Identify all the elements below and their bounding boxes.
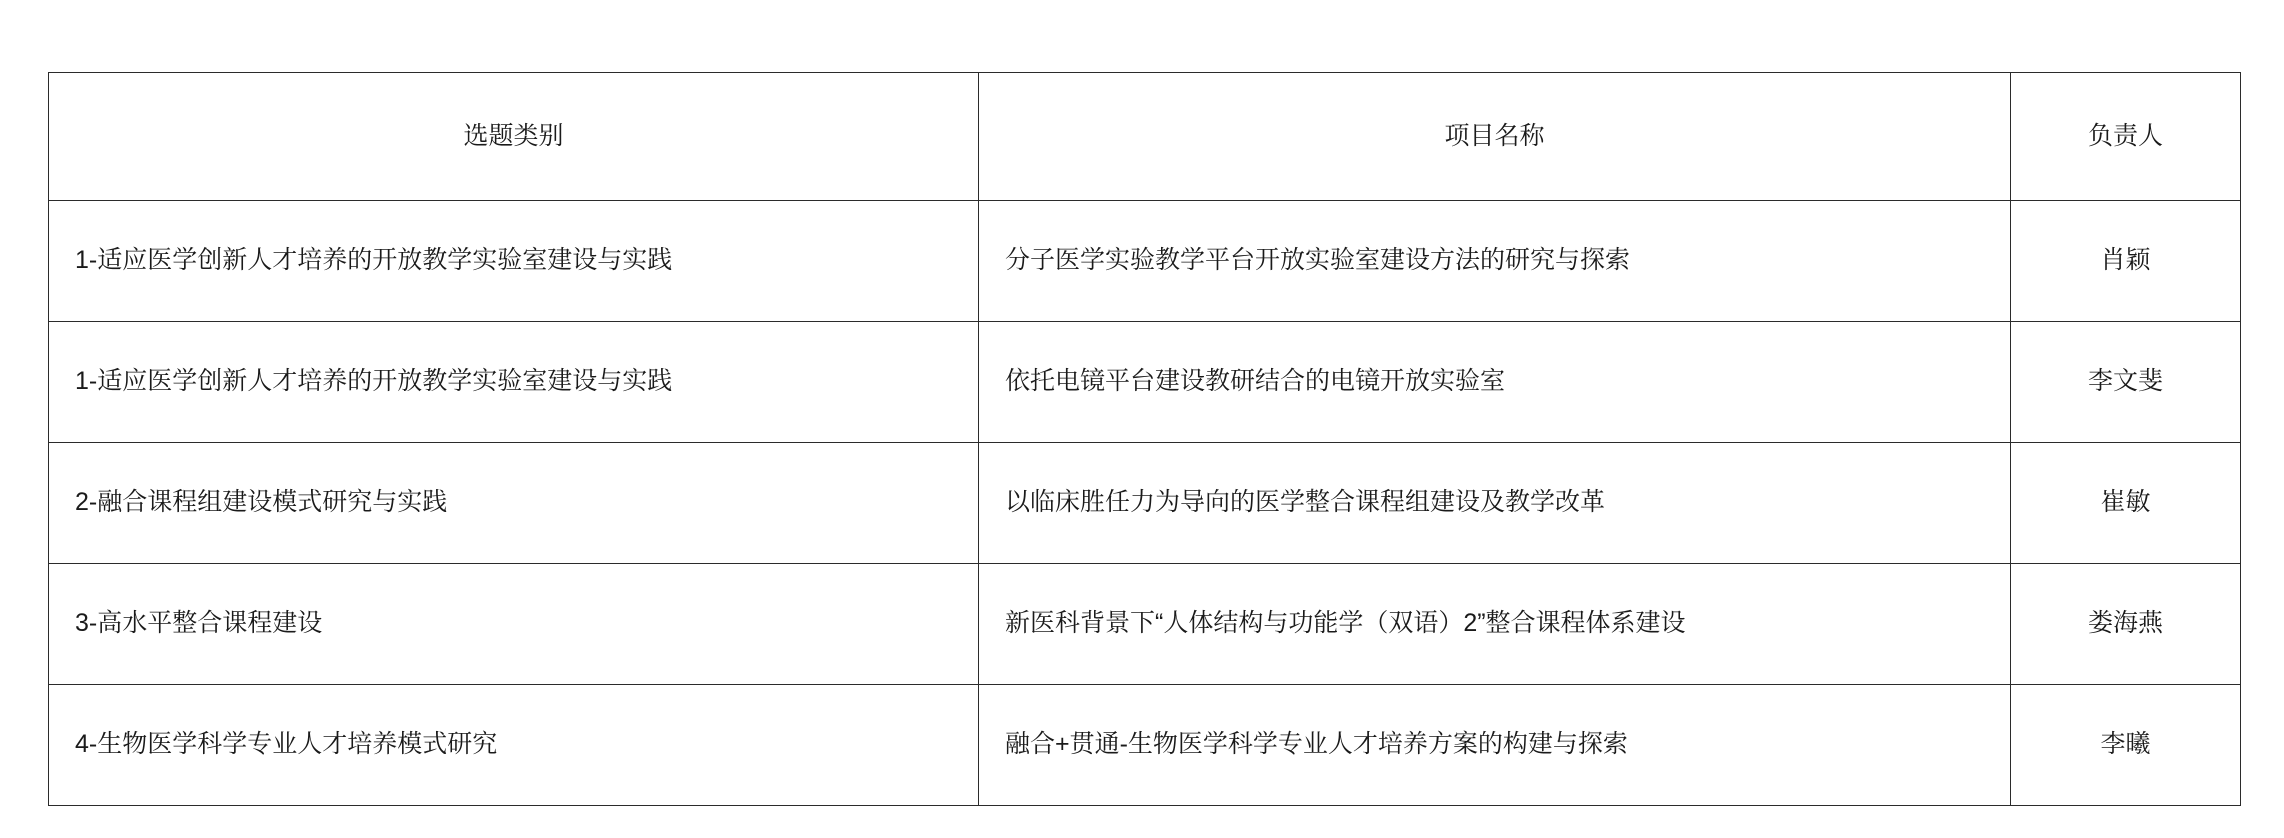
cell-category: 2-融合课程组建设模式研究与实践 xyxy=(49,443,979,564)
cell-category: 3-高水平整合课程建设 xyxy=(49,564,979,685)
column-header-category: 选题类别 xyxy=(49,73,979,201)
cell-leader: 李文斐 xyxy=(2011,322,2241,443)
cell-project: 依托电镜平台建设教研结合的电镜开放实验室 xyxy=(979,322,2011,443)
cell-project: 分子医学实验教学平台开放实验室建设方法的研究与探索 xyxy=(979,201,2011,322)
column-header-project: 项目名称 xyxy=(979,73,2011,201)
table-header xyxy=(49,73,2241,201)
cell-category: 1-适应医学创新人才培养的开放教学实验室建设与实践 xyxy=(49,201,979,322)
cell-leader: 娄海燕 xyxy=(2011,564,2241,685)
table-row xyxy=(49,443,2241,564)
cell-leader: 肖颖 xyxy=(2011,201,2241,322)
cell-project: 新医科背景下“人体结构与功能学（双语）2”整合课程体系建设 xyxy=(979,564,2011,685)
project-table xyxy=(48,72,2241,806)
table-header-row xyxy=(49,73,2241,201)
column-header-leader: 负责人 xyxy=(2011,73,2241,201)
project-table-container xyxy=(48,72,2240,806)
table-row xyxy=(49,322,2241,443)
cell-category: 4-生物医学科学专业人才培养模式研究 xyxy=(49,685,979,806)
cell-leader: 崔敏 xyxy=(2011,443,2241,564)
table-row xyxy=(49,201,2241,322)
table-body xyxy=(49,201,2241,806)
table-row xyxy=(49,685,2241,806)
cell-category: 1-适应医学创新人才培养的开放教学实验室建设与实践 xyxy=(49,322,979,443)
cell-project: 融合+贯通-生物医学科学专业人才培养方案的构建与探索 xyxy=(979,685,2011,806)
cell-project: 以临床胜任力为导向的医学整合课程组建设及教学改革 xyxy=(979,443,2011,564)
table-row xyxy=(49,564,2241,685)
cell-leader: 李曦 xyxy=(2011,685,2241,806)
